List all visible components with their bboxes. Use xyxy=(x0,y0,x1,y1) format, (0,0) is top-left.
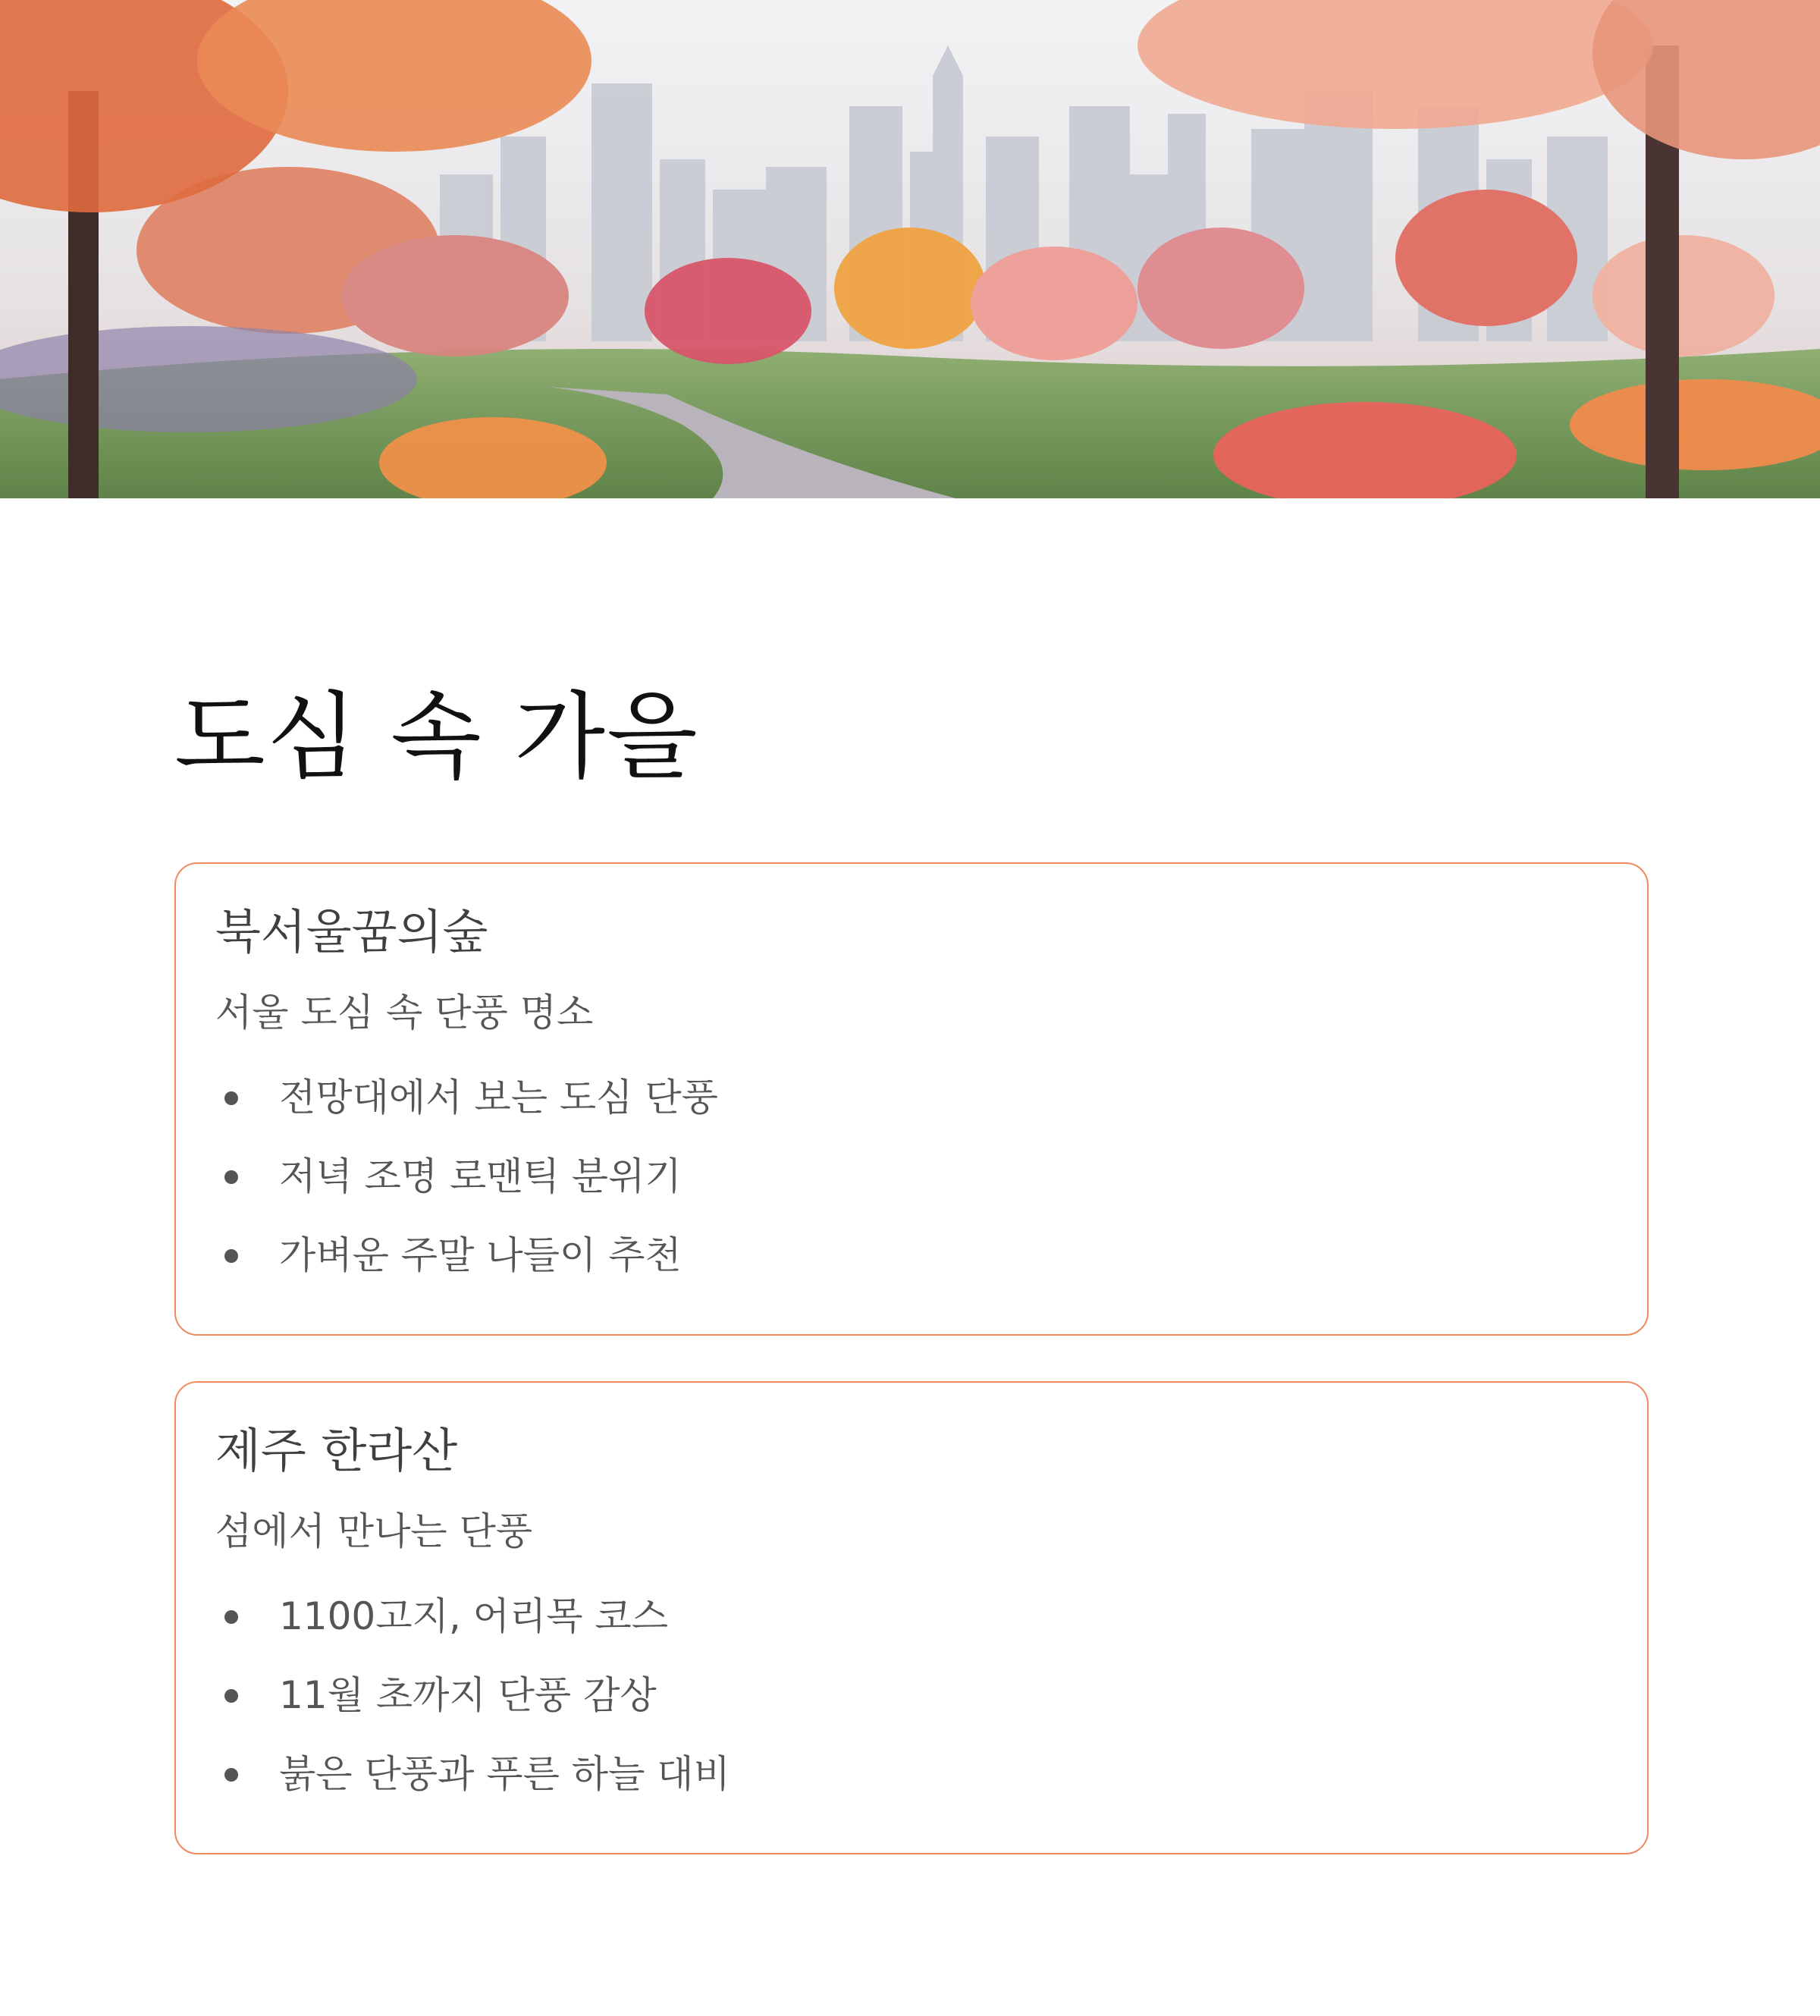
list-item-label: 11월 초까지 단풍 감상 xyxy=(279,1673,657,1717)
bullet-icon xyxy=(224,1170,238,1184)
destination-card xyxy=(174,1381,1649,1854)
list-item-label: 저녁 조명 로맨틱 분위기 xyxy=(279,1154,682,1198)
bullet-icon xyxy=(224,1768,238,1782)
list-item xyxy=(215,1656,1608,1735)
bullet-icon xyxy=(224,1091,238,1105)
list-item xyxy=(215,1735,1608,1813)
list-item xyxy=(215,1216,1608,1295)
bullet-icon xyxy=(224,1689,238,1703)
list-item-label: 가벼운 주말 나들이 추천 xyxy=(279,1233,682,1277)
list-item-label: 1100고지, 어리목 코스 xyxy=(279,1594,669,1638)
bullet-icon xyxy=(224,1610,238,1624)
feature-list xyxy=(215,1058,1608,1295)
hero-image xyxy=(0,0,1820,498)
list-item-label: 전망대에서 보는 도심 단풍 xyxy=(279,1076,718,1119)
list-item-label: 붉은 단풍과 푸른 하늘 대비 xyxy=(279,1752,730,1796)
list-item xyxy=(215,1577,1608,1656)
bullet-icon xyxy=(224,1249,238,1263)
card-subtitle: 서울 도심 속 단풍 명소 xyxy=(215,991,594,1035)
card-title: 제주 한라산 xyxy=(215,1423,458,1478)
card-subtitle: 섬에서 만나는 단풍 xyxy=(215,1509,533,1553)
card-title: 북서울꿈의숲 xyxy=(215,904,488,959)
page-title: 도심 속 가을 xyxy=(174,683,699,792)
list-item xyxy=(215,1058,1608,1137)
destination-card xyxy=(174,862,1649,1336)
list-item xyxy=(215,1137,1608,1216)
autumn-city-park-image xyxy=(0,0,1820,498)
feature-list xyxy=(215,1577,1608,1813)
